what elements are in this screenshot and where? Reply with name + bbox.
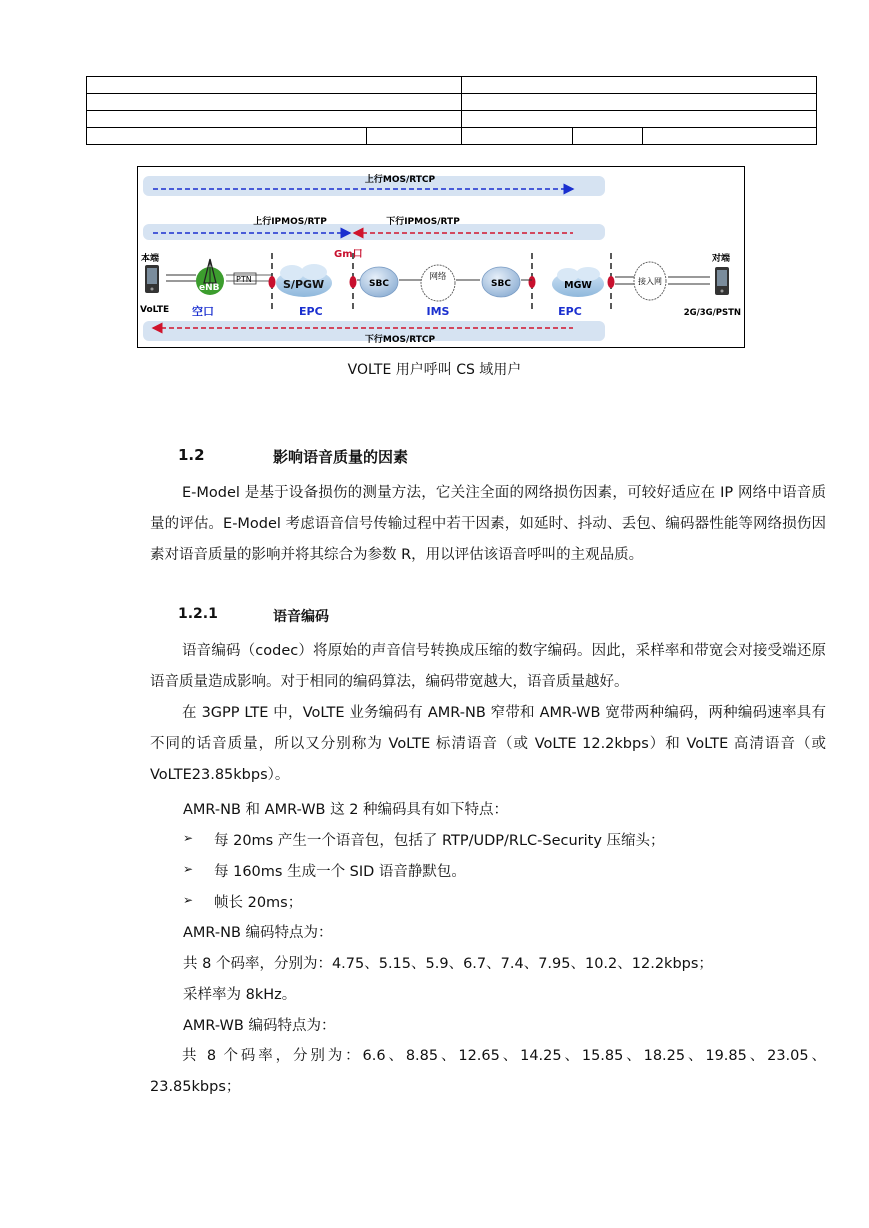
- wb-title: AMR-WB 编码特点为：: [183, 1018, 336, 1034]
- sbc1-label: SBC: [369, 279, 389, 289]
- ul-ipmos-label: 上行IPMOS/RTP: [253, 217, 327, 227]
- header-cell: [87, 77, 462, 94]
- header-table: [86, 76, 817, 145]
- header-cell: [462, 77, 817, 94]
- bullet-arrow-icon: ➢: [183, 893, 194, 907]
- subsection-title: 语音编码: [273, 609, 329, 625]
- section-number: 1.2: [178, 446, 205, 464]
- mgw-label: MGW: [564, 280, 592, 291]
- header-cell: [573, 128, 643, 145]
- header-cell: [87, 111, 462, 128]
- net-label: [429, 271, 447, 282]
- header-cell: [462, 128, 573, 145]
- volte-label: VoLTE: [140, 305, 170, 315]
- header-cell: [643, 128, 817, 145]
- bullet-arrow-icon: ➢: [183, 831, 194, 845]
- bullet-item: 每 20ms 产生一个语音包，包括了 RTP/UDP/RLC-Security 压缩头；: [214, 833, 665, 849]
- ims-label: IMS: [426, 305, 450, 318]
- amr-paragraph: 在 3GPP LTE 中，VoLTE 业务编码有 AMR-NB 窄带和 AMR-WB 宽带两种编码，两种编码速率具有不同的话音质量，所以又分别称为 VoLTE 标清语音（或 VoLTE 12.2kbps）和 VoLTE 高清语音（或 VoLTE23.85kbps）。: [150, 705, 826, 783]
- nb-sampling: 采样率为 8kHz。: [183, 987, 297, 1003]
- wb-rates: 共 8 个码率，分别为：6.6、8.85、12.65、14.25、15.85、18.25、19.85、23.05、23.85kbps；: [150, 1048, 826, 1095]
- network-diagram: [137, 166, 745, 348]
- ipmos-band: [143, 224, 605, 240]
- interface-marker: [529, 276, 536, 288]
- gm-label: Gm口: [334, 249, 363, 260]
- section-title: 影响语音质量的因素: [273, 448, 409, 466]
- enb-label: eNB: [199, 283, 220, 293]
- phone-icon: [145, 265, 159, 293]
- dl-ipmos-label: 下行IPMOS/RTP: [386, 217, 460, 227]
- nb-title: AMR-NB 编码特点为：: [183, 925, 333, 941]
- figure-caption: VOLTE 用户呼叫 CS 域用户: [347, 362, 522, 378]
- sbc2-label: SBC: [491, 279, 511, 289]
- header-cell: [87, 128, 367, 145]
- phone-icon: [715, 267, 729, 295]
- header-cell: [462, 111, 817, 128]
- spgw-label: S/PGW: [283, 278, 325, 291]
- nb-rates: 共 8 个码率，分别为：4.75、5.15、5.9、6.7、7.4、7.95、10.2、12.2kbps；: [183, 956, 713, 972]
- dl-mos-label: 下行MOS/RTCP: [364, 335, 436, 345]
- local-label: 本端: [141, 254, 160, 264]
- bullet-item: 每 160ms 生成一个 SID 语音静默包。: [214, 864, 466, 880]
- remote-label: 对端: [712, 254, 731, 264]
- bullet-item: 帧长 20ms；: [214, 895, 303, 911]
- amr-intro: AMR-NB 和 AMR-WB 这 2 种编码具有如下特点：: [183, 802, 509, 818]
- header-cell: [87, 94, 462, 111]
- epc-label: EPC: [299, 305, 323, 318]
- bullet-arrow-icon: ➢: [183, 862, 194, 876]
- header-cell: [367, 128, 462, 145]
- subsection-number: 1.2.1: [178, 606, 218, 622]
- ul-mos-label: 上行MOS/RTCP: [364, 175, 436, 185]
- interface-marker: [608, 276, 615, 288]
- remote-net-label: 2G/3G/PSTN: [683, 308, 741, 318]
- epc2-label: EPC: [558, 305, 582, 318]
- net-label-text: 网络: [429, 272, 447, 282]
- access-net-label: 接入网: [638, 277, 662, 286]
- header-cell: [462, 94, 817, 111]
- air-label: 空口: [192, 305, 214, 318]
- section-paragraph: E-Model 是基于设备损伤的测量方法，它关注全面的网络损伤因素，可较好适应在 IP 网络中语音质量的评估。E-Model 考虑语音信号传输过程中若干因素，如延时、抖动、丢包、编码器性能等网络损伤因素对语音质量的影响并将其综合为参数 R，用以评估该语音呼叫的主观品质。: [150, 485, 826, 563]
- network-cloud-icon: [421, 265, 455, 301]
- interface-marker: [269, 276, 276, 288]
- ptn-label: PTN: [236, 275, 252, 284]
- network-diagram-svg: [138, 167, 744, 347]
- codec-paragraph: 语音编码（codec）将原始的声音信号转换成压缩的数字编码。因此，采样率和带宽会对接受端还原语音质量造成影响。对于相同的编码算法，编码带宽越大，语音质量越好。: [150, 643, 826, 690]
- interface-marker: [350, 276, 357, 288]
